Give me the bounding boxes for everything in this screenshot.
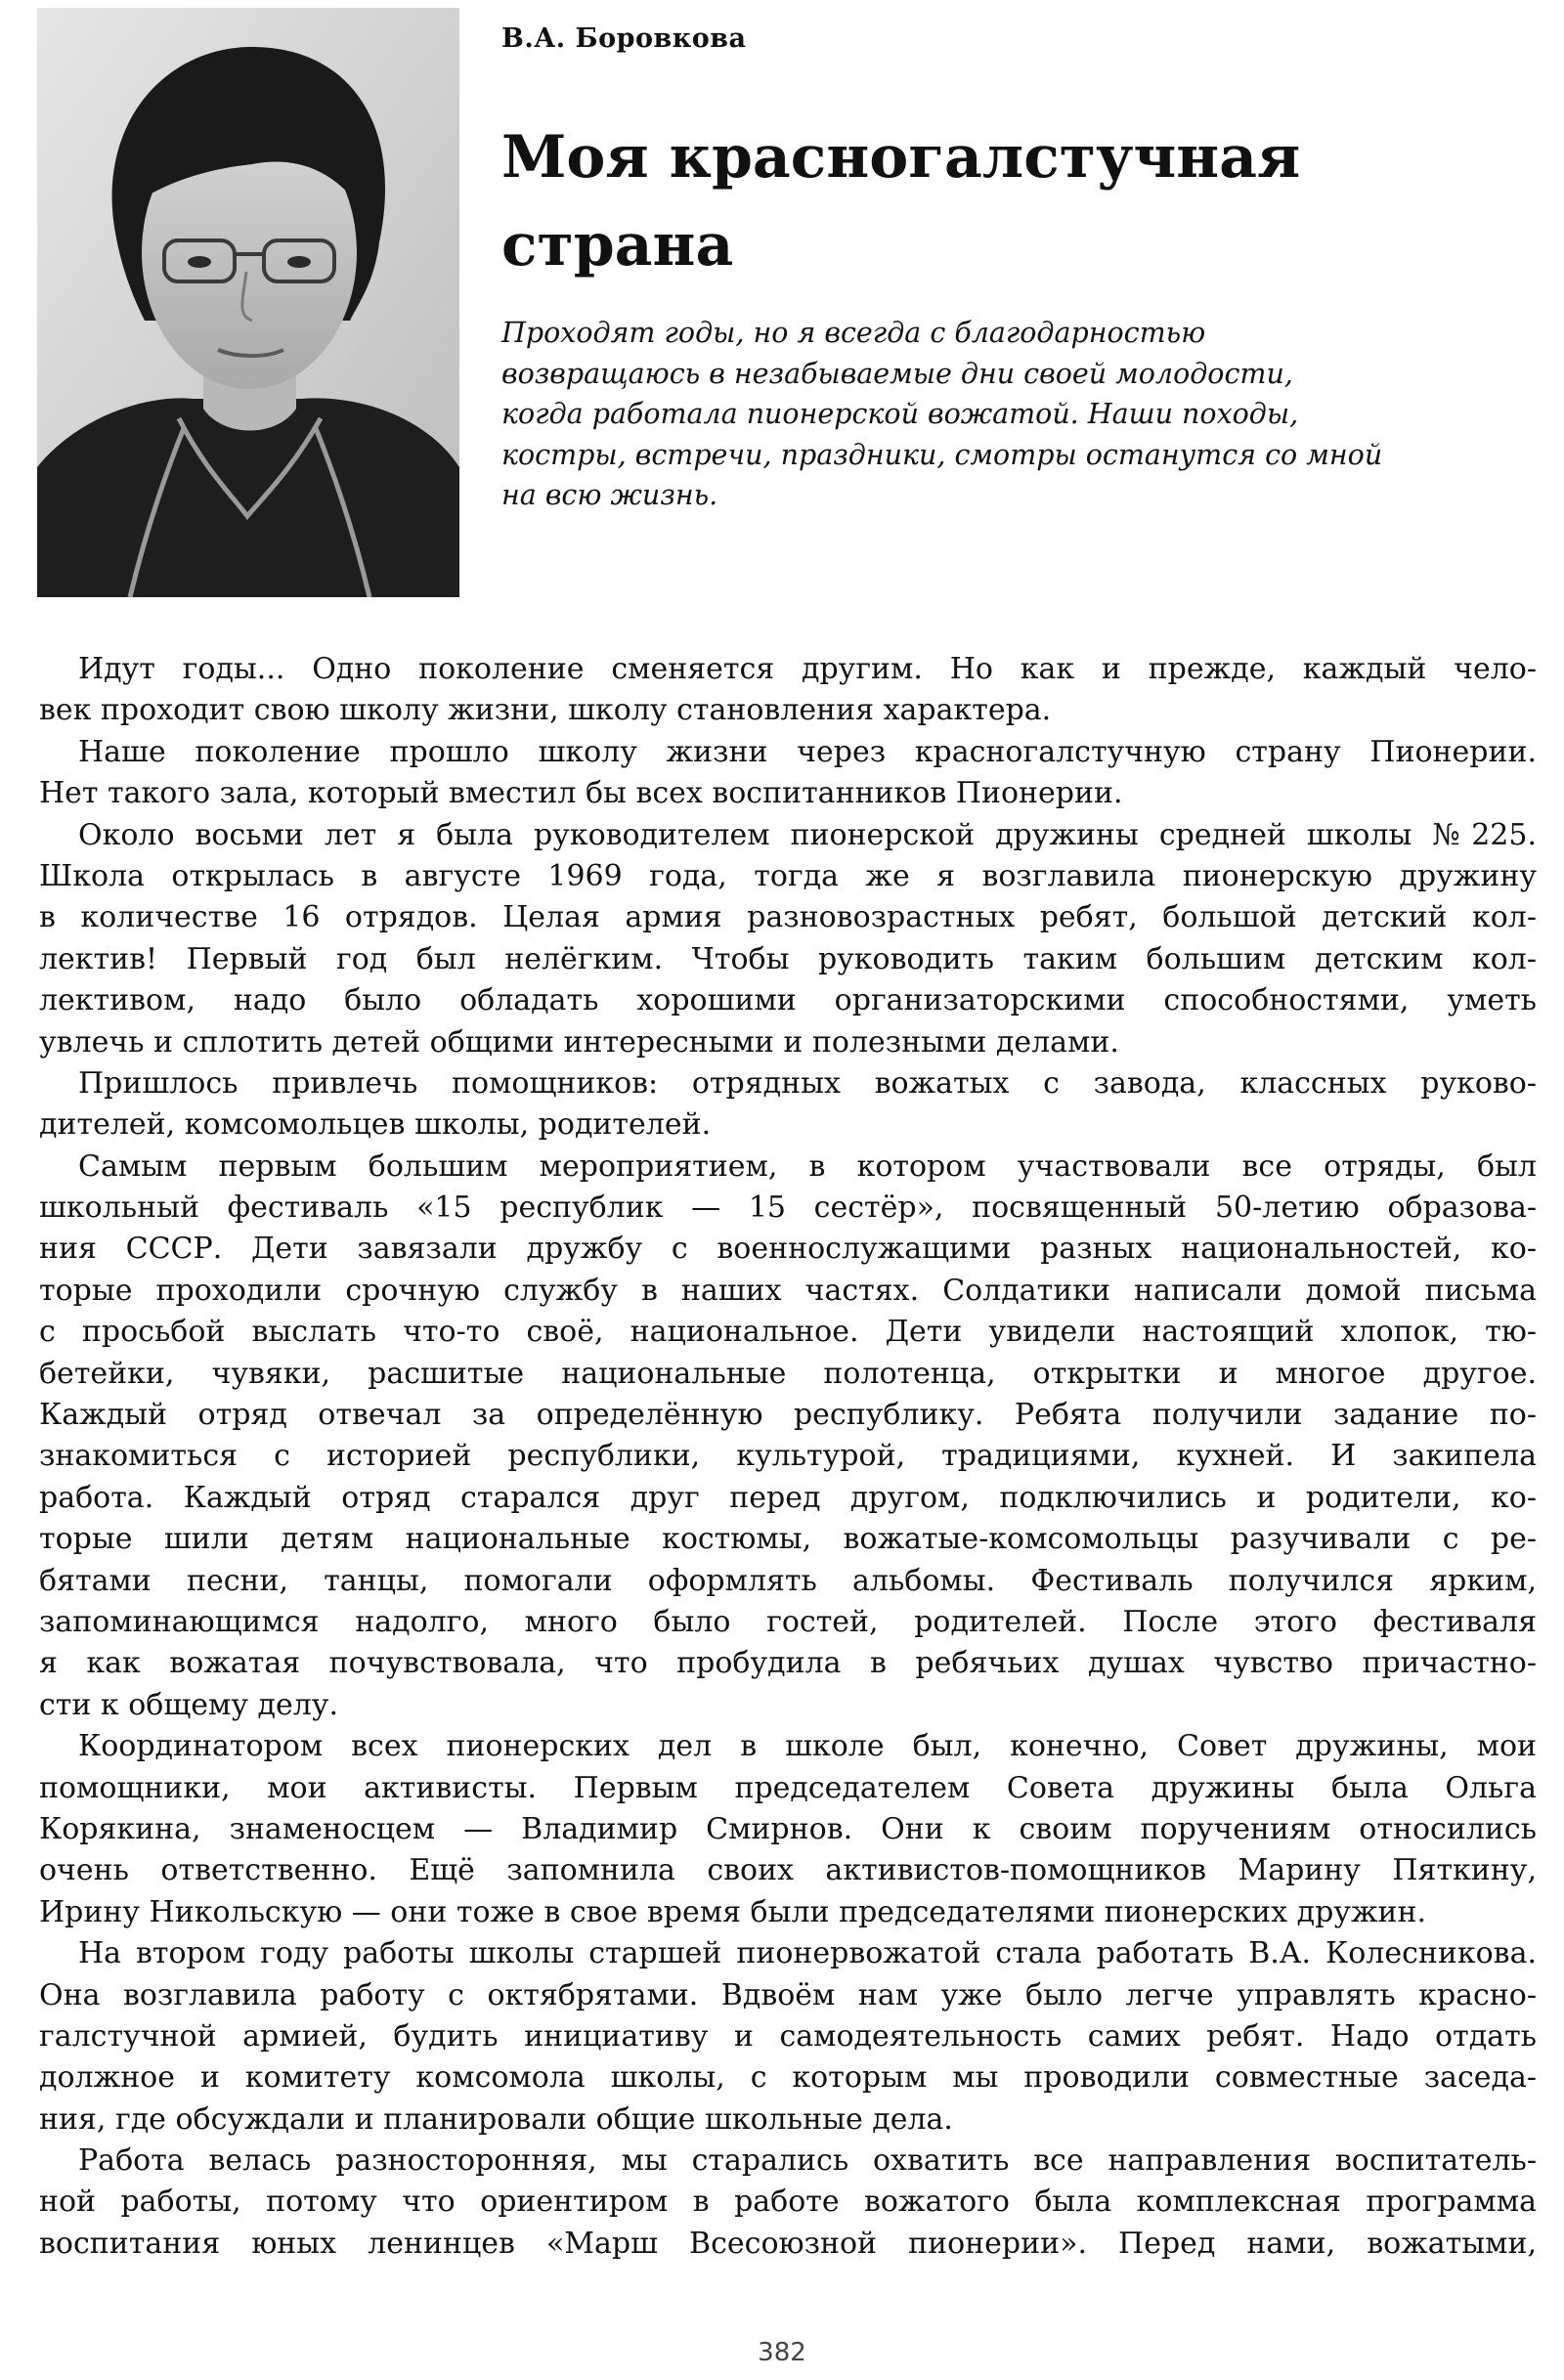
body-line: бятами песни, танцы, помогали оформлять альбомы. Фестиваль получился ярким, <box>39 1563 1537 1598</box>
article-title <box>501 113 1518 289</box>
body-line: Пришлось привлечь помощников: отрядных вожатых с завода, классных руково- <box>78 1065 1537 1101</box>
body-line: галстучной армией, будить инициативу и самодеятельность самих ребят. Надо отдать <box>39 2018 1537 2054</box>
body-line: увлечь и сплотить детей общими интересными и полезными делами. <box>39 1024 1119 1060</box>
body-line: воспитания юных ленинцев «Марш Всесоюзной пионерии». Перед нами, вожатыми, <box>39 2226 1537 2261</box>
body-line: торые шили детям национальные костюмы, вожатые-комсомольцы разучивали с ре- <box>39 1522 1537 1557</box>
title-line: Моя красногалстучная <box>501 123 1301 192</box>
body-line: Ирину Никольскую — они тоже в свое время были председателями пионерских дружин. <box>39 1894 1427 1929</box>
body-line: ной работы, потому что ориентиром в работе вожатого была комплексная программа <box>39 2185 1537 2220</box>
author-name: В.А. Боровкова <box>501 23 747 54</box>
body-line: Идут годы... Одно поколение сменяется другим. Но как и прежде, каждый чело- <box>78 652 1537 686</box>
epigraph-line: костры, встречи, праздники, смотры останутся со мной <box>501 438 1383 471</box>
body-line: ния, где обсуждали и планировали общие школьные дела. <box>39 2101 953 2137</box>
author-portrait-photo <box>37 8 459 597</box>
epigraph-line: когда работала пионерской вожатой. Наши походы, <box>501 398 1299 430</box>
body-line: я как вожатая почувствовала, что пробудила в ребячьих душах чувство причастно- <box>39 1646 1537 1681</box>
body-line: Координатором всех пионерских дел в школе был, конечно, Совет дружины, мои <box>78 1729 1537 1764</box>
body-line: очень ответственно. Ещё запомнила своих активистов-помощников Марину Пяткину, <box>39 1853 1537 1888</box>
epigraph <box>501 313 1528 516</box>
body-line: запоминающимся надолго, много было гостей, родителей. После этого фестиваля <box>39 1604 1537 1639</box>
body-line: Наше поколение прошло школу жизни через красногалстучную страну Пионерии. <box>78 734 1537 769</box>
epigraph-line: Проходят годы, но я всегда с благодарностью <box>501 317 1206 349</box>
body-line: Она возглавила работу с октябрятами. Вдвоём нам уже было легче управлять красно- <box>39 1977 1537 2012</box>
body-line: ния СССР. Дети завязали дружбу с военнослужащими разных национальностей, ко- <box>39 1232 1537 1267</box>
epigraph-line: на всю жизнь. <box>501 479 718 511</box>
body-line: дителей, комсомольцев школы, родителей. <box>39 1107 712 1143</box>
body-line: век проходит свою школу жизни, школу становления характера. <box>39 693 1052 728</box>
body-line: лективом, надо было обладать хорошими организаторскими способностями, уметь <box>39 983 1537 1018</box>
body-line: помощники, мои активисты. Первым председателем Совета дружины была Ольга <box>39 1770 1537 1805</box>
body-line: Корякина, знаменосцем — Владимир Смирнов. Они к своим поручениям относились <box>39 1811 1537 1846</box>
portrait-photo-icon <box>37 8 459 597</box>
body-line: лектив! Первый год был нелёгким. Чтобы руководить таким большим детским кол- <box>39 941 1537 976</box>
body-line: Около восьми лет я была руководителем пионерской дружины средней школы №225. <box>78 817 1537 852</box>
body-line: с просьбой выслать что-то своё, национальное. Дети увидели настоящий хлопок, тю- <box>39 1315 1537 1350</box>
body-line: знакомиться с историей республики, культурой, традициями, кухней. И закипела <box>39 1439 1537 1474</box>
body-line: школьный фестиваль «15 республик — 15 сестёр», посвященный 50-летию образова- <box>39 1190 1537 1226</box>
body-line: работа. Каждый отряд старался друг перед другом, подключились и родители, ко- <box>39 1480 1537 1515</box>
body-line: в количестве 16 отрядов. Целая армия разновозрастных ребят, большой детский кол- <box>39 900 1537 935</box>
body-line: сти к общему делу. <box>39 1687 338 1722</box>
body-line: бетейки, чувяки, расшитые национальные полотенца, открытки и многое другое. <box>39 1356 1537 1391</box>
epigraph-line: возвращаюсь в незабываемые дни своей молодости, <box>501 357 1293 390</box>
body-line: должное и комитету комсомола школы, с которым мы проводили совместные заседа- <box>39 2060 1537 2096</box>
page-number: 382 <box>758 2338 806 2367</box>
article-body <box>39 649 1537 2265</box>
body-line: На втором году работы школы старшей пионервожатой стала работать В.А. Колесникова. <box>78 1936 1537 1971</box>
body-line: Работа велась разносторонняя, мы старались охватить все направления воспитатель- <box>78 2143 1537 2179</box>
body-line: Самым первым большим мероприятием, в котором участвовали все отряды, был <box>78 1148 1537 1184</box>
title-line: страна <box>501 211 734 280</box>
body-line: Школа открылась в августе 1969 года, тогда же я возглавила пионерскую дружину <box>39 858 1537 893</box>
body-line: торые проходили срочную службу в наших частях. Солдатики написали домой письма <box>39 1273 1537 1308</box>
body-line: Каждый отряд отвечал за определённую республику. Ребята получили задание по- <box>39 1398 1537 1433</box>
body-line: Нет такого зала, который вместил бы всех воспитанников Пионерии. <box>39 776 1123 811</box>
